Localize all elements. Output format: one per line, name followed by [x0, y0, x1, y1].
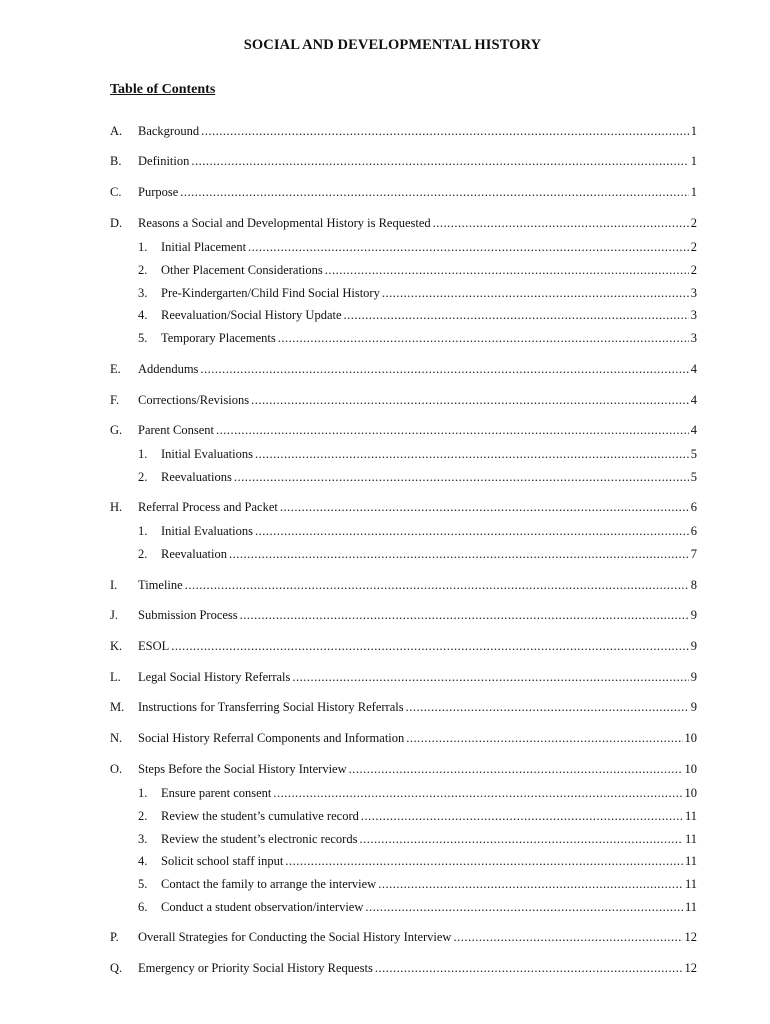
toc-entry-label: Corrections/Revisions [138, 393, 250, 407]
toc-subentry-page-number: 3 [690, 285, 697, 300]
dot-leader [375, 959, 683, 977]
toc-subentry-number: 2. [138, 469, 148, 484]
toc-entry-page-number: 9 [690, 700, 697, 714]
toc-entry-line [138, 729, 697, 747]
toc-subentry-line [161, 329, 697, 347]
toc-entry-label: Purpose [138, 185, 179, 199]
dot-leader [273, 784, 682, 802]
toc-subentry [0, 807, 770, 825]
toc-subentry-line [161, 898, 697, 916]
dot-leader [255, 522, 689, 540]
toc-entry-label: Addendums [138, 362, 199, 376]
toc-subentry-line [161, 807, 697, 825]
toc-entry-line [138, 498, 697, 516]
toc-entry-label: Reasons a Social and Developmental History is Requested [138, 216, 431, 230]
toc-entry-page-number: 9 [690, 608, 697, 622]
toc-subentry-page-number: 2 [690, 262, 697, 277]
toc-subentry-label: Solicit school staff input [161, 854, 284, 869]
toc-subentry [0, 238, 770, 256]
toc-entry-letter: G. [110, 423, 123, 437]
toc-entry-page-number: 1 [690, 124, 697, 138]
toc-subentry-page-number: 3 [690, 308, 697, 323]
toc-subentry-label: Review the student’s cumulative record [161, 808, 359, 823]
toc-subentry-page-number: 11 [684, 877, 697, 892]
toc-entry-page-number: 8 [690, 578, 697, 592]
toc-entry-letter: C. [110, 185, 122, 199]
toc-subentry [0, 898, 770, 916]
toc-entry-label: Instructions for Transferring Social History Referrals [138, 700, 404, 714]
dot-leader [344, 306, 689, 324]
toc-entry-line [138, 576, 697, 594]
toc-subentry [0, 284, 770, 302]
dot-leader [248, 238, 689, 256]
toc-entry-line [138, 183, 697, 201]
toc-entry [0, 214, 770, 232]
toc-subentry-line [161, 306, 697, 324]
dot-leader [292, 668, 688, 686]
toc-entry [0, 729, 770, 747]
toc-subentry-line [161, 852, 697, 870]
dot-leader [201, 122, 689, 140]
toc-subentry-label: Reevaluations [161, 469, 232, 484]
toc-subentry-number: 2. [138, 546, 148, 561]
toc-subentry [0, 545, 770, 563]
toc-subentry-line [161, 445, 697, 463]
toc-entry-letter: P. [110, 930, 119, 944]
toc-entry-letter: B. [110, 154, 122, 168]
toc-entry-letter: N. [110, 731, 123, 745]
toc-subentry [0, 261, 770, 279]
toc-subentry-number: 1. [138, 240, 148, 254]
toc-entry-label: Parent Consent [138, 423, 215, 437]
dot-leader [406, 698, 689, 716]
toc-subentry-number: 2. [138, 262, 148, 277]
toc-subentry-label: Review the student’s electronic records [161, 831, 358, 846]
dot-leader [191, 152, 688, 170]
toc-entry [0, 391, 770, 409]
toc-subentry-line [161, 830, 697, 848]
toc-subentry-line [161, 545, 697, 563]
toc-subentry-label: Reevaluation [161, 546, 227, 561]
toc-entry-label: Emergency or Priority Social History Requests [138, 961, 373, 975]
toc-entry-letter: D. [110, 216, 123, 230]
toc-subentry-number: 1. [138, 524, 148, 538]
toc-subentry-page-number: 6 [690, 524, 697, 538]
toc-entry [0, 606, 770, 624]
toc-subentry-page-number: 11 [684, 900, 697, 914]
toc-entry-letter: Q. [110, 961, 123, 975]
toc-entry-line [138, 214, 697, 232]
toc-entry-label: Definition [138, 154, 190, 168]
dot-leader [433, 214, 689, 232]
toc-subentry [0, 852, 770, 870]
toc-entry-label: Timeline [138, 578, 183, 592]
toc-subentry-label: Pre-Kindergarten/Child Find Social History [161, 285, 380, 300]
toc-subentry-number: 3. [138, 285, 148, 300]
toc-entry-letter: O. [110, 762, 123, 776]
toc-entry [0, 152, 770, 170]
toc-subentry-label: Initial Evaluations [161, 447, 253, 461]
toc-subentry-page-number: 11 [684, 808, 697, 823]
toc-entry-letter: A. [110, 124, 123, 138]
dot-leader [251, 391, 689, 409]
toc-entry-line [138, 698, 697, 716]
toc-entry-letter: K. [110, 639, 123, 653]
toc-entry-letter: M. [110, 700, 125, 714]
dot-leader [229, 545, 689, 563]
toc-subentry [0, 875, 770, 893]
dot-leader [349, 760, 683, 778]
toc-subentry-line [161, 238, 697, 256]
toc-subentry-number: 5. [138, 331, 148, 346]
toc-entry [0, 183, 770, 201]
toc-subentry-label: Temporary Placements [161, 331, 276, 346]
toc-subentry-label: Initial Placement [161, 240, 247, 254]
toc-subentry-number: 4. [138, 854, 148, 869]
toc-subentry-page-number: 5 [690, 447, 697, 461]
toc-subentry-line [161, 468, 697, 486]
toc-entry-label: Steps Before the Social History Interview [138, 762, 347, 776]
dot-leader [185, 576, 689, 594]
toc-entry-label: Overall Strategies for Conducting the Social History Interview [138, 930, 452, 944]
dot-leader [180, 183, 688, 201]
toc-entry-letter: L. [110, 670, 121, 684]
toc-subentry-label: Contact the family to arrange the interview [161, 877, 377, 892]
dot-leader [280, 498, 689, 516]
toc-entry-letter: E. [110, 362, 121, 376]
toc-entry-line [138, 421, 697, 439]
toc-subentry-page-number: 11 [684, 854, 697, 869]
toc-subentry-page-number: 10 [684, 786, 697, 800]
toc-entry [0, 576, 770, 594]
toc-entry-line [138, 760, 697, 778]
toc-entry-label: Social History Referral Components and Information [138, 731, 405, 745]
toc-entry-letter: F. [110, 393, 120, 407]
dot-leader [378, 875, 683, 893]
toc-entry-line [138, 928, 697, 946]
toc-subentry-line [161, 784, 697, 802]
toc-entry [0, 360, 770, 378]
toc-subentry-label: Reevaluation/Social History Update [161, 308, 342, 323]
dot-leader [325, 261, 689, 279]
toc-entry [0, 959, 770, 977]
toc-entry-line [138, 152, 697, 170]
toc-subentry-label: Initial Evaluations [161, 524, 253, 538]
toc-subentry-page-number: 3 [690, 331, 697, 346]
toc-subentry-page-number: 5 [690, 469, 697, 484]
dot-leader [453, 928, 682, 946]
dot-leader [359, 830, 682, 848]
dot-leader [285, 852, 683, 870]
toc-entry [0, 928, 770, 946]
toc-entry [0, 698, 770, 716]
toc-subentry-number: 2. [138, 808, 148, 823]
toc-entry-letter: J. [110, 608, 118, 622]
dot-leader [216, 421, 689, 439]
toc-subentry-line [161, 522, 697, 540]
toc-subentry-page-number: 11 [684, 831, 697, 846]
toc-entry-page-number: 9 [690, 670, 697, 684]
toc-entry-page-number: 6 [690, 500, 697, 514]
toc-entry-label: ESOL [138, 639, 170, 653]
toc-entry-label: Submission Process [138, 608, 238, 622]
toc-subentry-line [161, 261, 697, 279]
toc-entry-page-number: 4 [690, 423, 697, 437]
toc-subentry-number: 3. [138, 831, 148, 846]
toc-entry-page-number: 2 [690, 216, 697, 230]
toc-entry-page-number: 1 [690, 185, 697, 199]
dot-leader [382, 284, 689, 302]
dot-leader [200, 360, 688, 378]
toc-subentry [0, 306, 770, 324]
toc-entry-label: Background [138, 124, 200, 138]
toc-subentry-number: 4. [138, 308, 148, 323]
toc-entry [0, 498, 770, 516]
toc-subentry [0, 329, 770, 347]
toc-entry-line [138, 391, 697, 409]
dot-leader [365, 898, 683, 916]
dot-leader [240, 606, 689, 624]
toc-entry-page-number: 9 [690, 639, 697, 653]
toc-subentry-page-number: 7 [690, 546, 697, 561]
toc-entry-page-number: 12 [684, 961, 697, 975]
toc-entry-page-number: 4 [690, 362, 697, 376]
dot-leader [255, 445, 689, 463]
toc-subentry [0, 830, 770, 848]
toc-entry-page-number: 10 [684, 762, 697, 776]
toc-subentry [0, 445, 770, 463]
document-title: SOCIAL AND DEVELOPMENTAL HISTORY [243, 37, 542, 53]
toc-entry [0, 122, 770, 140]
toc-entry-page-number: 1 [690, 154, 697, 168]
toc-subentry-number: 6. [138, 900, 148, 914]
toc-entry-page-number: 4 [690, 393, 697, 407]
toc-subentry [0, 468, 770, 486]
dot-leader [234, 468, 689, 486]
toc-entry [0, 637, 770, 655]
toc-subentry-label: Ensure parent consent [161, 786, 272, 800]
toc-entry-line [138, 122, 697, 140]
dot-leader [361, 807, 683, 825]
toc-entry-label: Legal Social History Referrals [138, 670, 291, 684]
toc-heading: Table of Contents [110, 82, 216, 97]
toc-subentry [0, 784, 770, 802]
toc-subentry-number: 5. [138, 877, 148, 892]
toc-entry-letter: I. [110, 578, 118, 592]
toc-subentry [0, 522, 770, 540]
toc-entry-page-number: 12 [684, 930, 697, 944]
toc-entry-line [138, 637, 697, 655]
toc-entry [0, 668, 770, 686]
toc-entry-line [138, 668, 697, 686]
toc-entry-page-number: 10 [684, 731, 697, 745]
toc-subentry-number: 1. [138, 447, 148, 461]
dot-leader [278, 329, 689, 347]
toc-entry-line [138, 606, 697, 624]
toc-subentry-page-number: 2 [690, 240, 697, 254]
toc-subentry-number: 1. [138, 786, 148, 800]
toc-entry-label: Referral Process and Packet [138, 500, 278, 514]
toc-subentry-line [161, 284, 697, 302]
dot-leader [406, 729, 682, 747]
toc-subentry-line [161, 875, 697, 893]
toc-entry-line [138, 360, 697, 378]
toc-entry [0, 760, 770, 778]
toc-entry [0, 421, 770, 439]
dot-leader [171, 637, 689, 655]
toc-entry-line [138, 959, 697, 977]
toc-subentry-label: Conduct a student observation/interview [161, 900, 364, 914]
toc-entry-letter: H. [110, 500, 123, 514]
toc-subentry-label: Other Placement Considerations [161, 262, 323, 277]
